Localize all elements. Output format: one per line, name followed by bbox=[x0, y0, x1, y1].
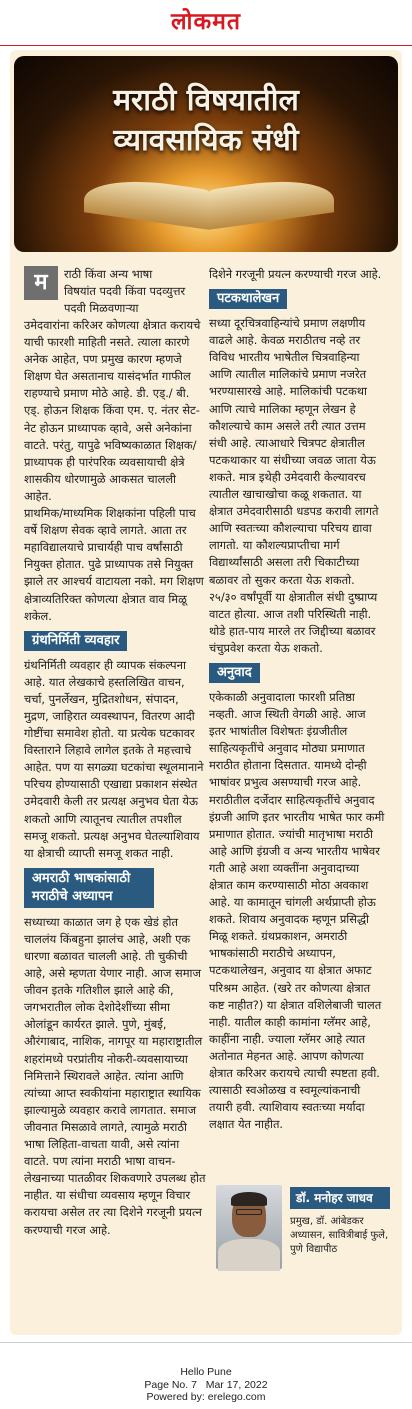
newspaper-logo[interactable]: लोकमत bbox=[170, 8, 242, 35]
author-role: प्रमुख, डॉ. आंबेडकर अध्यासन, सावित्रीबाई फुले, पुणे विद्यापीठ bbox=[290, 1216, 389, 1255]
hero-banner bbox=[14, 56, 398, 252]
author-name: डॉ. मनोहर जाधव bbox=[290, 1187, 390, 1209]
footer-page-info: Page No. 7 Mar 17, 2022 bbox=[144, 1378, 268, 1391]
section-text-screenplay: सध्या दूरचित्रवाहिन्यांचे प्रमाण लक्षणीय वाढले आहे. केवळ मराठीतच नव्हे तर विविध भारतीय भाषेतील चित्रवाहिन्या आणि त्यातील मालिकांचे प्रमाण नजरेत भरण्यासारखे आहे. मालिकांची पटकथा आणि त्याचे मालिका म्हणून लेखन हे कौशल्याचे काम असले तरी त्यात उत्तम संधी आहे. त्याआधारे चित्रपट क्षेत्रातील पटकथाकार या संधीच्या जवळ जाता येऊ शकते. मात्र इथेही उमेदवारी केल्यावरच त्यातील खाचाखोचा कळू शकतात. या क्षेत्रात उमेदवारीसाठी धडपड करावी लागते आणि स्वतःच्या कौशल्याचा परिचय द्यावा लागतो. या कौशल्यप्राप्तीचा मार्ग विद्यार्थ्यांसाठी असला तरी चिकाटीच्या बळावर तो सुकर करता येऊ शकतो. २५/३० वर्षांपूर्वी या क्षेत्रातील संधी दुष्प्राप्य वाटत होत्या. आज तशी परिस्थिती नाही. थोडे हात-पाय मारले तर जिद्दीच्या बळावर चंचुप्रवेश करता येऊ शकतो. bbox=[209, 316, 379, 655]
section-text-teaching: सध्याच्या काळात जग हे एक खेडं होत चाललंय किंबहुना झालंच आहे, अशी एक धारणा बळावत चालली आहे. ती चुकीची आहे, असे म्हणता येणार नाही. आज समाज जीवन इतके गतिशील झाले आहे की, जगभरातील लोक देशोदेशींच्या सीमा ओलांडून कार्यरत झाले. पुणे, मुंबई, औरंगाबाद, नाशिक, नागपूर या महाराष्ट्रातील शहरांमध्ये परप्रांतीय नोकरी-व्यवसायाच्या निमित्ताने स्थिरावले आहेत. त्यांना आणि त्यांच्या आप्त स्वकीयांना महाराष्ट्रात स्थायिक झाल्यामुळे व्यवहार करावे लागतात. समाज जीवनात मिसळावे लागते, त्यामुळे मराठी भाषा लिहिता-वाचता यावी, असे त्यांना वाटते. पण त्यांना मराठी भाषा वाचन-लेखनाच्या पातळीवर शिकवणारे उपलब्ध होत नाहीत. या संधीचा व्यवसाय म्हणून विचार करायचा असेल तर त्या दिशेने गरजूनी प्रयत्न करण्याची गरज आहे. bbox=[24, 914, 206, 1237]
footer-edition: Hello Pune bbox=[180, 1366, 232, 1378]
section-text-translation: एकेकाळी अनुवादाला फारशी प्रतिष्ठा नव्हती. आज स्थिती वेगळी आहे. आज इतर भाषांतील विशेषतः इंग्रजीतील साहित्यकृतींचे अनुवाद मोठ्या प्रमाणात मराठीत होताना दिसतात. यामध्ये दोन्ही भाषांवर प्रभुत्व असण्याची गरज आहे. मराठीतील दर्जेदार साहित्यकृतींचे अनुवाद इंग्रजी आणि इतर भारतीय भाषेत फार कमी प्रमाणात होतात. ज्यांची मातृभाषा मराठी आहे आणि इंग्रजी व अन्य भारतीय भाषेवर गती आहे अशा व्यक्तींना अनुवादाच्या क्षेत्रात काम करण्यासाठी मोठा अवकाश आहे. या कामातून चांगली अर्थप्राप्ती होऊ शकते. शिवाय अनुवादक म्हणून प्रसिद्धी मिळू शकते. ग्रंथप्रकाशन, अमराठी भाषकांसाठी मराठीचे अध्यापन, पटकथालेखन, अनुवाद या क्षेत्रात अफाट परिश्रम आहेत. (खरे तर कोणत्या क्षेत्रात कष्ट नाहीत?) या क्षेत्रात वशिलेबाजी चालत नाही. यातील काही कामांना ग्लॅमर आहे, काहींना नाही. ज्याला ग्लॅमर आहे त्यात अतोनात मेहनत आहे. आपण कोणत्या क्षेत्रात करिअर करायचे त्याची स्पष्टता हवी. त्यासाठी स्वओळख व स्वमूल्यांकनाची तयारी हवी. त्याशिवाय स्वतःच्या मर्यादा लक्षात येत नाहीत. bbox=[209, 689, 385, 1132]
section-text-publishing: ग्रंथनिर्मिती व्यवहार ही व्यापक संकल्पना आहे. यात लेखकाचे हस्तलिखित वाचन, चर्चा, पुनर्लेखन, मुद्रितशोधन, संपादन, मुद्रण, जाहिरात व्यवस्थापन, वितरण आदी गोष्टींचा समावेश होतो. या प्रत्येक घटकावर विस्ताराने लिहावे लागेल इतके ते महत्त्वाचे आहेत. पण या सगळ्या घटकांचा स्थूलमानाने परिचय होण्यासाठी एखाद्या प्रकाशन संस्थेत उमेदवारी केली तर प्रत्यक्ष अनुभव घेता येऊ शकतो आणि त्यातूनच त्यातील तपशील समजू शकतो. प्रत्यक्ष अनुभव घेतल्याशिवाय या क्षेत्राची व्याप्ती समजू शकत नाही. bbox=[24, 657, 204, 860]
intro-line: विषयांत पदवी किंवा पदव्युत्तर bbox=[64, 284, 186, 299]
footer-powered-by[interactable]: Powered by: erelego.com bbox=[146, 1391, 266, 1403]
author-photo bbox=[216, 1185, 282, 1269]
masthead bbox=[0, 0, 412, 46]
article-column-right bbox=[209, 266, 385, 1133]
section-text-teaching-continued: दिशेने गरजूनी प्रयत्न करण्याची गरज आहे. bbox=[209, 267, 382, 281]
intro-block bbox=[24, 266, 207, 317]
section-heading-translation: अनुवाद bbox=[209, 663, 260, 683]
dropcap: म bbox=[24, 266, 58, 300]
page-footer bbox=[0, 1342, 412, 1404]
article-title-line1: मराठी विषयातील bbox=[113, 83, 299, 118]
paragraph: प्राथमिक/माध्यमिक शिक्षकांना पहिली पाच वर्षे शिक्षण सेवक व्हावे लागते. आता तर महाविद्यालयाचे प्राचार्यही पाच वर्षांसाठी नियुक्त होतात. पुढे प्राध्यापक तसे नियुक्त झाले तर आश्चर्य वाटायला नको. मग शिक्षण क्षेत्राव्यतिरिक्त कोणत्या क्षेत्रात वाव मिळू शकेल. bbox=[24, 506, 204, 623]
intro-line: राठी किंवा अन्य भाषा bbox=[64, 267, 153, 281]
open-book-icon bbox=[84, 181, 334, 221]
article-column-left bbox=[24, 266, 207, 1237]
section-heading-screenplay: पटकथालेखन bbox=[209, 289, 287, 309]
section-heading-publishing: ग्रंथनिर्मिती व्यवहार bbox=[24, 631, 127, 651]
intro-line: पदवी मिळवणाऱ्या bbox=[64, 301, 139, 316]
intro-paragraph: उमेदवारांना करिअर कोणत्या क्षेत्रात करायचे याची फारशी माहिती नसते. त्याला कारणे अनेक आहेत, पण प्रमुख कारण म्हणजे शिक्षण घेत असतानाच यासंदर्भात गाफील राहण्याचे प्रमाण मोठे आहे. डी. एड्./ बी. एड्. होऊन शिक्षक किंवा एम. ए. नंतर सेट-नेट होऊन प्राध्यापक व्हावे, असे अनेकांना वाटते. परंतु, यापुढे भविष्यकाळात शिक्षक/प्राध्यापक ही पारंपरिक व्यवसायाची क्षेत्रे शासकीय धोरणामुळे आकसत चालली आहेत. bbox=[24, 318, 201, 503]
section-heading-teaching: अमराठी भाषकांसाठी मराठीचे अध्यापन bbox=[24, 868, 154, 908]
article-title-line2: व्यावसायिक संधी bbox=[113, 123, 299, 158]
author-box bbox=[216, 1177, 390, 1277]
